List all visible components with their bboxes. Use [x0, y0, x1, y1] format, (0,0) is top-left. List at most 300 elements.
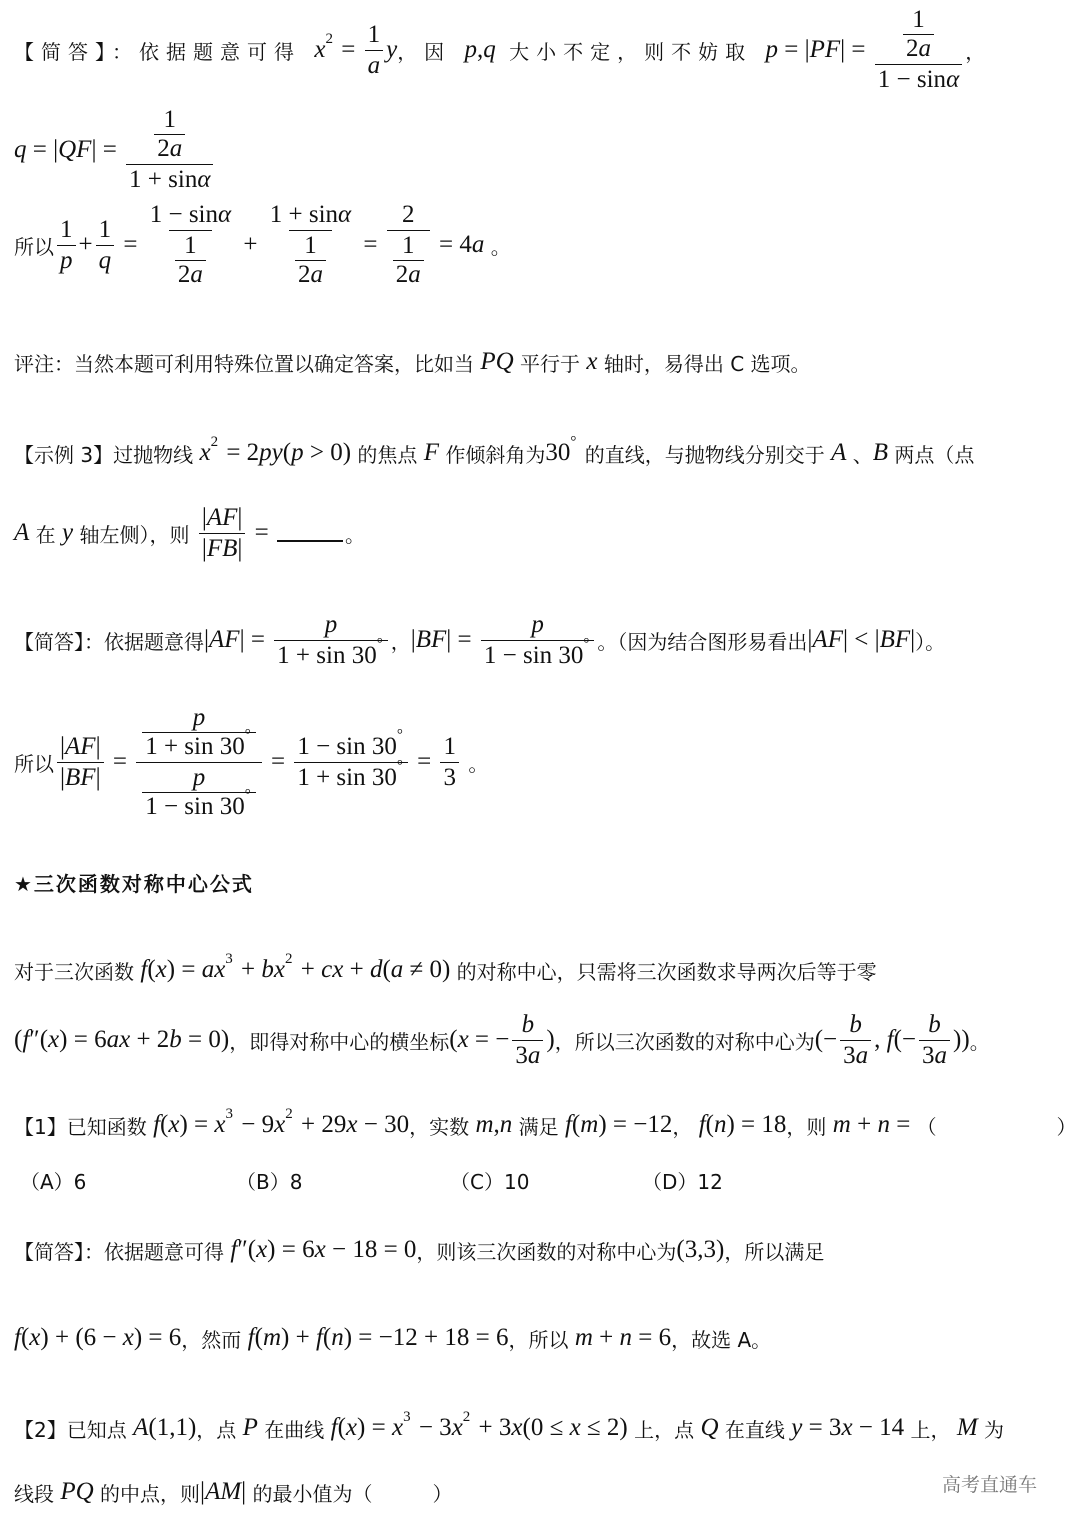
option-a[interactable]: （A）6 — [20, 1170, 87, 1194]
math-variable: A — [831, 439, 847, 466]
math-variable: n — [877, 1111, 890, 1138]
text-run: 在 — [29, 522, 62, 547]
math-variable: f — [140, 956, 148, 983]
text-run: ，即得对称中心的横坐标 — [229, 1029, 450, 1054]
fraction-denominator — [840, 1040, 871, 1070]
math-expression: ( — [322, 1324, 332, 1351]
fraction-denominator — [875, 64, 962, 94]
math-expression: ) = — [166, 956, 202, 983]
math-variable: x — [457, 1026, 469, 1053]
text-run: 【简答】：依据题意可得 — [14, 39, 315, 64]
fraction-numerator — [365, 21, 384, 50]
math-expression: = — [889, 1111, 917, 1138]
math-expression: ) = 6 — [267, 1236, 315, 1263]
text-run: 所以 — [14, 234, 54, 259]
superscript: 2 — [285, 1105, 293, 1122]
text-run: ，所以 — [508, 1327, 575, 1352]
math-expression: + 29 — [294, 1111, 347, 1138]
math-expression: = 0) — [181, 1026, 230, 1053]
fraction — [294, 727, 408, 792]
math-variable: f — [14, 1324, 21, 1351]
math-expression: 1 — [304, 232, 317, 259]
formula-para-2 — [14, 995, 1070, 1085]
math-expression: = — [117, 231, 144, 258]
text-run: 【示例 3】过抛物线 — [14, 442, 200, 467]
fraction — [57, 216, 76, 275]
math-variable: x — [29, 1324, 41, 1351]
example3-line-1 — [14, 408, 1070, 498]
math-variable: p — [324, 610, 338, 638]
text-run: 评注：当然本题可利用特殊位置以确定答案，比如当 — [14, 351, 481, 376]
math-variable: p — [765, 36, 779, 63]
math-variable: α — [197, 166, 211, 193]
fraction — [387, 201, 430, 289]
math-expression: ) = −12 — [598, 1111, 673, 1138]
math-variable: f — [698, 1111, 706, 1138]
superscript: 2 — [325, 30, 333, 47]
math-expression: ) = 18 — [726, 1111, 787, 1138]
math-variable: m — [580, 1111, 599, 1138]
math-expression: (− — [814, 1026, 838, 1053]
math-expression: ) = — [357, 1414, 392, 1441]
answer3-line-2 — [14, 1293, 1070, 1383]
math-expression: ) = −12 + 18 = 6 — [343, 1324, 509, 1351]
text-run: ，故选 A。 — [671, 1327, 772, 1352]
math-variable: a — [310, 261, 323, 288]
math-variable: f — [230, 1236, 238, 1263]
math-expression: ) = — [179, 1111, 215, 1138]
fraction — [147, 201, 234, 289]
math-variable: b — [169, 1026, 182, 1053]
math-expression: 2 — [905, 35, 919, 62]
math-variable: m — [574, 1324, 593, 1351]
math-expression: + — [592, 1324, 620, 1351]
fraction-numerator — [399, 201, 418, 230]
math-expression: ( — [20, 1324, 30, 1351]
math-expression: ( — [147, 956, 156, 983]
text-run: 。 — [969, 1029, 990, 1054]
math-variable: a — [390, 956, 404, 983]
text-run: 【简答】：依据题意得 — [14, 629, 204, 654]
comment-line — [14, 317, 1070, 407]
math-variable: A — [14, 519, 30, 546]
math-expression: | — [241, 1478, 247, 1505]
math-variable: ax — [106, 1026, 131, 1053]
fraction-denominator — [274, 636, 388, 670]
fraction — [512, 1011, 543, 1070]
math-expression: + 3 — [472, 1414, 512, 1441]
math-variable: FB — [206, 534, 238, 562]
text-run: 。 — [484, 234, 511, 259]
fraction-denominator — [295, 260, 326, 289]
fraction-denominator — [57, 245, 76, 275]
answer-line-3 — [14, 200, 1070, 290]
math-expression: ( — [705, 1111, 714, 1138]
math-expression: ( — [282, 439, 292, 466]
math-expression: 1 — [60, 215, 73, 243]
text-run: 【1】已知函数 — [14, 1114, 154, 1139]
math-expression: | — [95, 763, 101, 791]
math-variable: b — [849, 1010, 862, 1038]
math-expression: , — [493, 1111, 500, 1138]
text-run: 。 — [461, 751, 489, 776]
fraction — [274, 611, 388, 670]
math-variable: a — [918, 35, 931, 62]
math-expression: = | — [26, 136, 59, 163]
fraction-numerator — [301, 232, 320, 260]
math-variable: p — [192, 703, 206, 731]
text-run: 对于三次函数 — [14, 959, 141, 984]
fraction-numerator — [57, 216, 76, 245]
option-c[interactable]: （C）10 — [450, 1170, 530, 1194]
math-expression: = 3 — [802, 1414, 842, 1441]
text-run: 上，点 — [627, 1417, 701, 1442]
answer-line-1 — [14, 5, 1070, 95]
math-variable: f — [886, 1026, 894, 1053]
math-expression: ) — [546, 1026, 555, 1053]
math-expression: + 2 — [130, 1026, 170, 1053]
fraction-denominator — [512, 1040, 543, 1070]
fraction — [136, 704, 262, 821]
math-variable: n — [499, 1111, 513, 1138]
math-expression: 2 — [297, 261, 311, 288]
superscript: ° — [244, 727, 251, 743]
fraction-numerator — [846, 1011, 865, 1040]
fraction-numerator — [190, 764, 209, 792]
text-run: ，然而 — [181, 1327, 248, 1352]
math-expression: | — [237, 503, 243, 531]
math-variable: x — [199, 439, 211, 466]
text-run: 在曲线 — [257, 1417, 331, 1442]
text-run: 【2】已知点 — [14, 1417, 134, 1442]
math-expression: ≠ 0) — [403, 956, 451, 983]
math-variable: p — [192, 763, 206, 791]
fraction-numerator — [909, 6, 928, 34]
superscript: 2 — [285, 950, 293, 967]
fraction-numerator — [519, 1011, 538, 1040]
math-expression: | — [201, 503, 207, 531]
math-variable: B — [872, 439, 889, 466]
math-variable: y — [791, 1414, 803, 1441]
superscript: ° — [396, 758, 403, 774]
fraction — [96, 216, 115, 275]
text-run: 。（因为结合图形易看出 — [597, 629, 808, 654]
math-variable: F — [423, 439, 440, 466]
fraction-denominator — [481, 636, 595, 670]
fraction — [440, 733, 459, 792]
text-run: 满足 — [512, 1114, 565, 1139]
fraction-denominator — [154, 134, 185, 163]
fraction-numerator — [148, 106, 191, 164]
math-expression: 1 − sin 30 — [297, 732, 397, 760]
math-variable: p — [531, 610, 544, 638]
math-variable: q — [483, 36, 496, 63]
math-expression: 1 — [443, 732, 456, 760]
math-variable: x — [346, 1111, 358, 1138]
math-variable: x — [48, 1026, 60, 1053]
fraction-denominator — [57, 762, 104, 792]
math-expression: = 6 — [631, 1324, 672, 1351]
math-expression: | = — [239, 626, 272, 653]
math-variable: x — [168, 1111, 180, 1138]
math-variable: f — [315, 1324, 323, 1351]
answer3-line-1 — [14, 1205, 1070, 1295]
math-variable: a — [367, 51, 381, 79]
math-variable: f — [330, 1414, 338, 1441]
text-run: 轴时，易得出 C 选项。 — [597, 351, 811, 376]
math-expression: + — [234, 956, 262, 983]
fraction — [142, 704, 256, 761]
text-run: ，则 — [786, 1114, 833, 1139]
math-variable: cx — [321, 956, 344, 983]
math-expression: = — [264, 748, 292, 775]
math-variable: n — [619, 1324, 632, 1351]
text-run: 的焦点 — [351, 442, 424, 467]
math-expression: 2 — [395, 261, 409, 288]
math-variable: x — [214, 1111, 226, 1138]
math-variable: b — [928, 1010, 941, 1038]
math-variable: M — [956, 1414, 978, 1441]
math-variable: x — [391, 1414, 404, 1441]
math-variable: α — [218, 201, 232, 228]
math-expression: + — [78, 231, 93, 258]
math-expression: 30 — [545, 439, 571, 466]
math-variable: bx — [261, 956, 286, 983]
fraction-denominator — [142, 787, 256, 821]
math-expression: = 2 — [220, 439, 260, 466]
math-expression: − 14 — [852, 1414, 905, 1441]
math-variable: q — [14, 136, 27, 163]
fraction-denominator — [175, 260, 206, 289]
math-variable: PF — [809, 36, 841, 63]
fraction-numerator — [528, 611, 547, 640]
math-variable: p — [464, 36, 478, 63]
fraction-denominator — [919, 1040, 950, 1070]
math-variable: a — [855, 1041, 869, 1069]
math-expression: , — [874, 1026, 887, 1053]
answer-blank — [277, 524, 343, 542]
math-expression: 1 — [367, 20, 381, 48]
text-run: ，则该三次函数的对称中心为 — [416, 1239, 677, 1264]
math-expression: (1,1) — [148, 1414, 197, 1441]
option-b[interactable]: （B）8 — [236, 1170, 303, 1194]
math-variable: f — [153, 1111, 161, 1138]
fraction-numerator — [147, 201, 234, 230]
math-variable: a — [934, 1041, 948, 1069]
math-variable: x — [314, 1236, 326, 1263]
math-variable: BF — [65, 763, 96, 791]
fraction-numerator — [267, 201, 354, 230]
math-expression: ″( — [237, 1236, 257, 1263]
math-expression: | — [60, 732, 66, 760]
math-expression: | = — [446, 626, 478, 653]
fraction-numerator — [199, 504, 246, 533]
math-expression: 1 − sin 30 — [483, 641, 584, 669]
fraction-denominator — [440, 762, 459, 792]
math-expression: = — [357, 231, 384, 258]
math-expression: − 18 = 0 — [325, 1236, 417, 1263]
text-run: （ ） — [916, 1114, 1077, 1139]
math-variable: QF — [58, 136, 92, 163]
math-expression: | = — [91, 136, 124, 163]
math-expression: ( — [337, 1414, 346, 1441]
text-run: 所以 — [14, 751, 54, 776]
math-expression: 3 — [443, 763, 456, 791]
math-expression: ) = 6 — [133, 1324, 182, 1351]
math-expression: 3 — [843, 1041, 856, 1069]
math-expression: 1 − sin — [877, 66, 947, 93]
math-expression: + — [850, 1111, 878, 1138]
math-expression: 1 + sin 30 — [277, 641, 377, 669]
math-expression: 1 + sin 30 — [297, 763, 397, 791]
math-variable: p — [291, 439, 304, 466]
fraction-numerator — [136, 704, 262, 762]
math-variable: a — [190, 261, 203, 288]
math-variable: x — [841, 1414, 853, 1441]
math-expression: 1 — [184, 232, 197, 259]
math-expression: ( — [254, 1324, 263, 1351]
fraction-denominator — [96, 245, 115, 275]
math-expression: ) = 6 — [59, 1026, 107, 1053]
fraction-numerator — [440, 733, 459, 762]
fraction-denominator — [169, 230, 212, 289]
text-run: 两点（点 — [888, 442, 975, 467]
math-expression: > 0) — [303, 439, 352, 466]
fraction-denominator — [387, 230, 430, 289]
math-variable: f — [564, 1111, 572, 1138]
math-variable: q — [98, 246, 112, 274]
math-expression: ) + — [281, 1324, 316, 1351]
text-run: ， — [390, 629, 411, 654]
math-expression: + — [294, 956, 322, 983]
math-variable: f — [22, 1026, 30, 1053]
math-expression: | — [807, 626, 813, 653]
math-expression: | — [201, 534, 207, 562]
math-variable: AM — [205, 1478, 242, 1505]
fraction — [365, 21, 384, 80]
math-variable: AF — [206, 503, 238, 531]
text-run: 【简答】：依据题意可得 — [14, 1239, 231, 1264]
math-expression: = — [410, 748, 438, 775]
math-expression: | — [410, 626, 416, 653]
math-expression: | — [200, 1478, 206, 1505]
fraction — [126, 106, 213, 194]
text-run: 平行于 — [513, 351, 587, 376]
text-run: ，因 — [397, 39, 465, 64]
math-expression: 3 — [922, 1041, 935, 1069]
math-expression: | — [237, 534, 243, 562]
option-d[interactable]: （D）12 — [642, 1170, 723, 1194]
text-run: ，所以满足 — [724, 1239, 825, 1264]
math-expression: = — [334, 36, 362, 63]
fraction — [175, 232, 206, 289]
math-variable: x — [569, 1414, 581, 1441]
math-variable: n — [331, 1324, 344, 1351]
math-expression: − 9 — [235, 1111, 275, 1138]
text-run: ，点 — [196, 1417, 243, 1442]
math-variable: x — [256, 1236, 268, 1263]
fraction — [295, 232, 326, 289]
math-expression: 1 − sin — [149, 201, 218, 228]
math-expression: (0 ≤ — [522, 1414, 570, 1441]
math-expression: 1 + sin 30 — [145, 732, 245, 760]
text-run: 为 — [977, 1417, 1005, 1442]
math-variable: AF — [209, 626, 240, 653]
math-expression: ≤ 2) — [580, 1414, 628, 1441]
fraction-denominator — [903, 34, 934, 63]
superscript: ° — [570, 433, 577, 450]
math-variable: x — [586, 348, 598, 375]
fraction — [57, 733, 104, 792]
fraction-numerator — [181, 232, 200, 260]
math-expression: = − — [468, 1026, 510, 1053]
math-variable: y — [386, 36, 398, 63]
math-variable: x — [345, 1414, 358, 1441]
math-expression: | — [910, 626, 916, 653]
math-variable: f — [247, 1324, 255, 1351]
math-variable: AF — [65, 732, 96, 760]
math-variable: py — [259, 439, 283, 466]
fraction-numerator — [897, 6, 940, 64]
text-run: 在直线 — [718, 1417, 792, 1442]
answer-line-2 — [14, 105, 1070, 195]
math-expression: (− — [893, 1026, 917, 1053]
fraction — [393, 232, 424, 289]
text-run: 轴左侧），则 — [73, 522, 196, 547]
math-variable: P — [242, 1414, 258, 1441]
text-run: ）。 — [915, 629, 946, 654]
math-expression: − 30 — [357, 1111, 410, 1138]
math-expression: − 3 — [412, 1414, 452, 1441]
section-heading — [14, 837, 1070, 927]
fraction-numerator — [294, 727, 408, 762]
fraction — [875, 6, 962, 94]
math-expression: 2 — [157, 135, 170, 162]
math-expression: 2 — [402, 201, 415, 228]
fraction-numerator — [161, 106, 180, 134]
math-variable: PQ — [60, 1478, 94, 1505]
math-variable: A — [133, 1414, 149, 1441]
fraction-numerator — [190, 704, 209, 732]
math-expression: ( — [160, 1111, 169, 1138]
fraction-denominator — [393, 260, 424, 289]
math-expression: (3,3) — [676, 1236, 725, 1263]
math-expression: = — [248, 519, 276, 546]
fraction — [199, 504, 246, 563]
math-variable: n — [713, 1111, 727, 1138]
math-expression: ( — [382, 956, 391, 983]
math-variable: x — [122, 1324, 134, 1351]
math-expression: 1 + sin — [129, 166, 198, 193]
math-expression: )) — [953, 1026, 970, 1053]
math-expression: | — [95, 732, 101, 760]
text-run: ★三次函数对称中心公式 — [14, 871, 254, 896]
math-variable: a — [471, 231, 485, 258]
math-variable: BF — [879, 626, 911, 653]
text-run: 的最小值为（ ） — [246, 1481, 453, 1506]
text-run: 、 — [846, 442, 873, 467]
fraction-numerator — [57, 733, 104, 762]
math-expression: + — [237, 231, 264, 258]
fraction-numerator — [96, 216, 115, 245]
math-expression: | — [204, 626, 210, 653]
math-expression: = 4 — [432, 231, 472, 258]
math-expression: | < | — [842, 626, 880, 653]
superscript: ° — [376, 636, 383, 652]
math-expression: | = — [840, 36, 872, 63]
superscript: ° — [244, 787, 251, 803]
fraction-denominator — [199, 533, 246, 563]
